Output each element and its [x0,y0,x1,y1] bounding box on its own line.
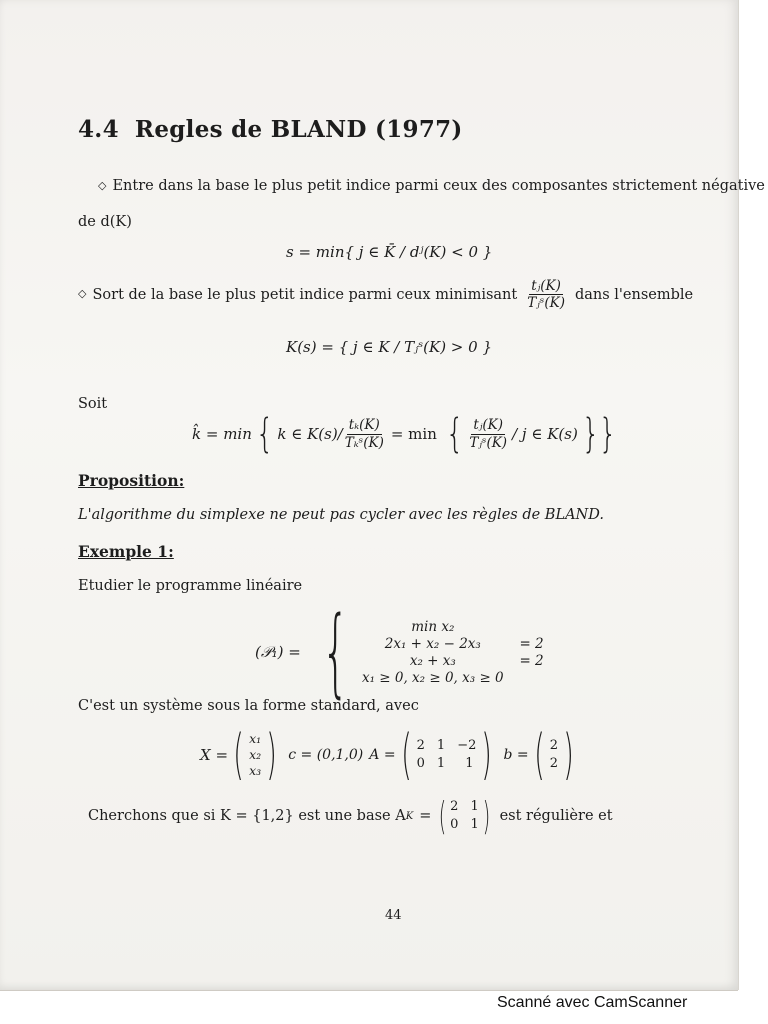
constraint-1: 2x₁ + x₂ − 2x₃ [384,635,481,652]
objective: min x₂ [411,618,455,635]
a-matrix [417,737,477,772]
b-vector [550,737,558,772]
constraint-system [362,619,544,686]
x2: x₂ [249,746,262,762]
right-paren-icon: ) [563,723,574,786]
rhs-2: = 2 [519,652,544,669]
rule2-formula: K(s) = { j ∈ K / Tⱼˢ(K) > 0 } [286,338,493,356]
page-number: 44 [385,908,402,923]
rhs [504,619,544,635]
frac-tk [343,418,386,449]
rule2-fraction [525,279,567,310]
x-vector [249,731,261,780]
ak-matrix [450,798,479,833]
ak11: 2 [450,799,459,815]
a-label: A = [369,747,396,763]
fraction-numerator: tₖ(K) [348,417,380,434]
page-edge [0,990,738,991]
frac-tj [467,418,509,449]
section-number: 4.4 [78,116,119,143]
ak12: 1 [470,799,479,815]
a11: 2 [416,738,425,754]
soit-formula [192,411,621,457]
section-title: Regles de BLAND (1977) [134,116,463,143]
fraction-denominator: Tₖˢ(K) [344,434,384,451]
fraction-numerator: tⱼ(K) [473,417,504,434]
right-paren-icon: ) [266,723,277,786]
a22: 1 [436,756,446,771]
set-condition-2: / j ∈ K(s) [512,425,578,443]
rule1-line1 [98,178,765,194]
superscript-k: K [405,810,414,822]
proposition-heading: Proposition: [78,471,185,490]
right-brace-icon: } [581,411,600,457]
left-paren-icon: ( [439,794,447,838]
equals-sign: = [419,808,432,824]
camscanner-watermark: Scanné avec CamScanner [497,994,688,1011]
matrices-line [200,723,579,786]
set-condition: k ∈ K(s)/ [277,425,343,443]
standard-form-text: C'est un système sous la forme standard, avec [78,698,419,714]
equals-min: = min [390,425,437,443]
right-brace-icon: } [599,411,617,457]
base-check-text-after: est régulière et [499,808,613,824]
program-lhs: (𝒫₁) = [255,643,301,661]
section-heading [78,116,463,143]
ak22: 1 [470,817,479,832]
left-brace-icon: { [255,411,274,457]
diamond-bullet-icon: ◇ [98,179,107,192]
rule1-text: Entre dans la base le plus petit indice parmi ceux des composantes strictement négative [112,178,765,194]
a12: 1 [436,738,446,754]
c-vector: c = (0,1,0) [288,747,364,763]
fraction-denominator: Tⱼˢ(K) [527,295,565,312]
a13: −2 [457,738,477,754]
right-paren-icon: ) [482,794,490,838]
base-check-text: Cherchons que si K = {1,2} est une base A [88,808,406,824]
x3: x₃ [249,763,262,779]
example-intro: Etudier le programme linéaire [78,578,303,594]
fraction-numerator: tⱼ(K) [531,278,561,294]
example-heading: Exemple 1: [78,542,174,561]
rule1-line2: de d(K) [78,214,132,230]
base-check-line [88,796,613,836]
soit-label: Soit [78,396,108,412]
khat-lhs: k̂ = min [192,425,252,443]
b1: 2 [549,738,558,754]
rhs [504,670,544,686]
rule2-text-after: dans l'ensemble [574,286,694,303]
constraint-2: x₂ + x₃ [409,652,456,669]
left-paren-icon: ( [400,723,412,786]
left-paren-icon: ( [533,723,545,786]
rule2-line [78,279,693,310]
left-paren-icon: ( [233,723,244,786]
rule2-text: Sort de la base le plus petit indice parmi ceux minimisant [92,286,518,303]
diamond-bullet-icon: ◇ [78,287,87,301]
x1: x₁ [249,730,262,746]
a21: 0 [416,756,425,771]
rhs-1: = 2 [519,635,544,652]
right-paren-icon: ) [481,723,493,786]
b-label: b = [503,747,529,763]
left-brace-icon: { [321,596,350,708]
b2: 2 [549,756,558,771]
rule1-formula: s = min{ j ∈ K̄ / dʲ(K) < 0 } [286,243,493,261]
proposition-text: L'algorithme du simplexe ne peut pas cycler avec les règles de BLAND. [78,507,604,523]
a23: 1 [465,756,474,771]
ak21: 0 [450,817,459,832]
left-brace-icon: { [445,411,464,457]
fraction-denominator: Tⱼˢ(K) [469,434,508,451]
x-label: X = [200,746,229,764]
nonnegativity: x₁ ≥ 0, x₂ ≥ 0, x₃ ≥ 0 [361,669,504,686]
linear-program [255,596,544,708]
